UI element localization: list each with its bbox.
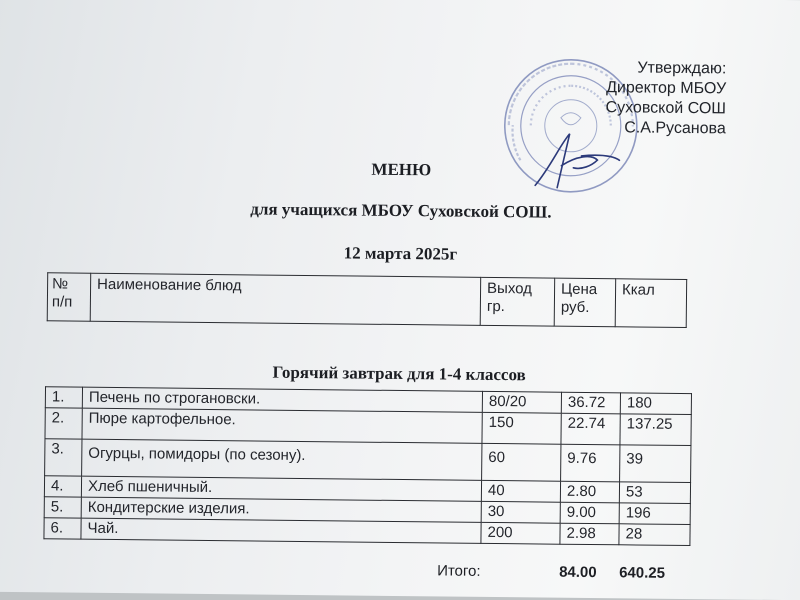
header-table [47,272,687,328]
row-kcal: 180 [620,393,691,415]
row-num: 5. [44,497,81,518]
header-num: № п/п [47,273,91,321]
row-num: 4. [44,476,81,497]
row-num: 3. [45,439,82,476]
row-name: Чай. [81,518,481,543]
row-kcal: 196 [619,503,690,525]
row-yield: 200 [481,522,560,544]
menu-date: 12 марта 2025г [343,243,458,264]
row-price: 2.80 [560,481,619,503]
total-price: 84.00 [559,563,597,582]
row-kcal: 53 [619,482,690,504]
header-price: Цена руб. [554,278,615,327]
page-title: МЕНЮ [371,159,432,180]
header-yield: Выход гр. [480,277,554,326]
row-num: 2. [45,408,82,439]
section-title: Горячий завтрак для 1-4 классов [272,362,526,385]
header-row [47,273,686,328]
row-num: 1. [45,387,82,408]
approval-line-school: Суховской СОШ [605,99,727,118]
row-price: 22.74 [561,413,620,445]
row-yield: 60 [482,443,561,481]
approval-line-approve: Утверждаю: [637,59,727,78]
row-kcal: 39 [620,445,691,483]
row-num: 6. [44,518,81,539]
row-name: Огурцы, помидоры (по сезону). [82,439,482,480]
row-price: 9.00 [560,502,619,524]
row-yield: 40 [481,480,560,502]
row-kcal: 28 [619,524,690,546]
row-price: 9.76 [561,444,620,482]
row-yield: 150 [482,412,561,444]
approval-line-name: С.А.Русанова [624,119,726,138]
row-name: Хлеб пшеничный. [81,476,481,501]
total-label: Итого: [437,562,481,580]
approval-line-director: Директор МБОУ [606,79,727,98]
row-price: 2.98 [560,523,619,545]
header-kcal: Ккал [615,279,686,328]
page-subtitle: для учащихся МБОУ Суховской СОШ. [250,199,552,222]
row-price: 36.72 [561,392,620,414]
row-kcal: 137.25 [620,414,691,446]
row-yield: 80/20 [482,391,561,413]
header-name: Наименование блюд [90,273,480,325]
row-yield: 30 [481,501,560,523]
total-kcal: 640.25 [619,564,666,582]
menu-table [43,386,692,546]
row-name: Печень по строгановски. [82,387,482,412]
row-name: Кондитерские изделия. [81,497,481,522]
row-name: Пюре картофельное. [82,408,482,443]
